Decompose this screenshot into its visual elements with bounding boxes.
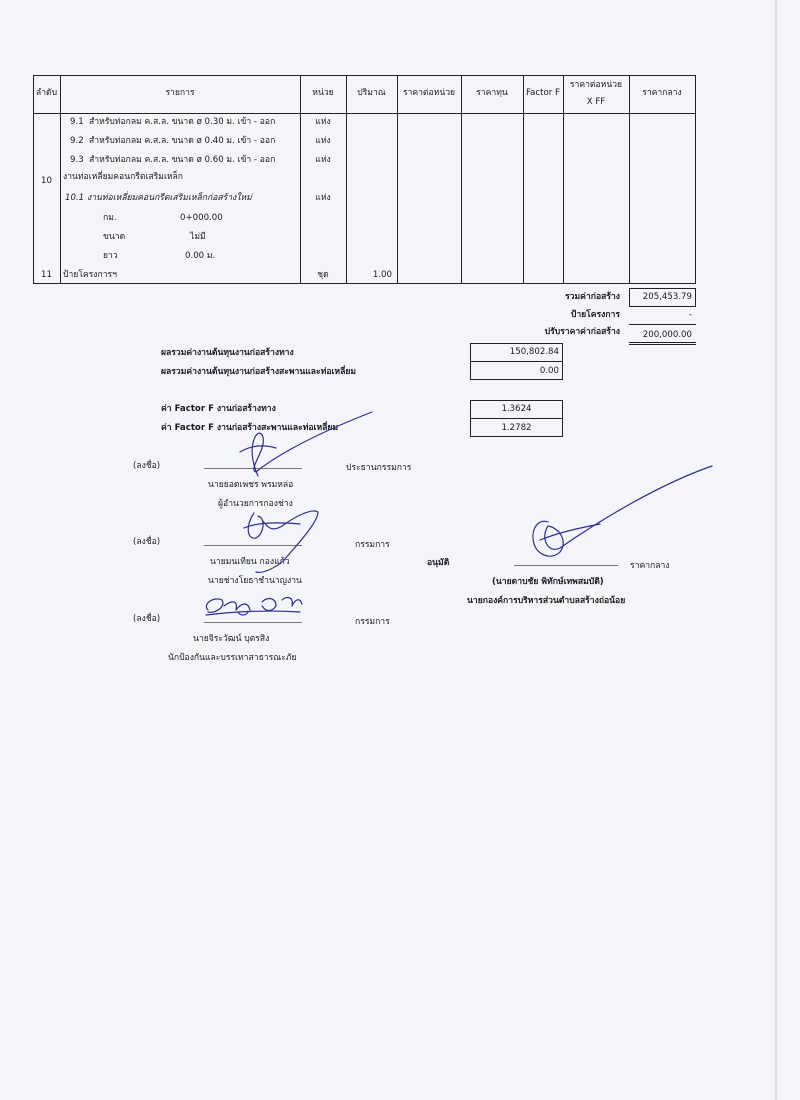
row-item: งานท่อเหลี่ยมคอนกรีตเสริมเหล็ก [63, 172, 184, 182]
total-label: รวมค่าก่อสร้าง [565, 292, 620, 302]
detail-label: ขนาด [103, 232, 126, 242]
member2-signature [206, 598, 302, 615]
row-item: สำหรับท่อกลม ค.ส.ล. ขนาด ø 0.30 ม. เข้า - ออก [89, 117, 276, 127]
header-seq: ลำดับ [35, 88, 58, 98]
road-factor-label: ค่า Factor F งานก่อสร้างทาง [161, 404, 276, 414]
detail-value: ไม่มี [190, 232, 206, 242]
detail-value: 0+000.00 [180, 213, 223, 223]
header-unit-price-ff: ราคาต่อหน่วย [569, 80, 623, 90]
sign-prefix: (ลงชื่อ) [133, 461, 161, 471]
member1-name: นายมนเทียน กองแก้ว [210, 557, 290, 567]
adjusted-label: ปรับราคาค่าก่อสร้าง [544, 327, 620, 337]
member2-name: นายจิระวัฒน์ บุตรสิง [193, 634, 270, 644]
detail-label: กม. [103, 213, 117, 223]
row-number: 10.1 [65, 193, 85, 203]
row-number: 9.3 [70, 155, 84, 165]
detail-value: 0.00 ม. [185, 251, 216, 261]
row-number: 9.2 [70, 136, 84, 146]
header-cost: ราคาทุน [476, 88, 508, 98]
approve-role: ราคากลาง [630, 561, 670, 571]
member1-signature [248, 511, 318, 572]
row-seq: 11 [41, 270, 52, 280]
bridge-factor-value: 1.2782 [501, 423, 532, 433]
header-qty: ปริมาณ [357, 88, 386, 98]
row-unit: แห่ง [315, 117, 331, 127]
approver-signature [533, 466, 712, 556]
bridge-factor-label: ค่า Factor F งานก่อสร้างสะพานและท่อเหลี่ยม [161, 423, 339, 433]
approver-position: นายกองค์การบริหารส่วนตำบลสร้างถ่อน้อย [467, 596, 626, 606]
sign-label: ป้ายโครงการ [570, 310, 620, 320]
row-item: ป้ายโครงการฯ [63, 270, 117, 280]
member1-position: นายช่างโยธาชำนาญงาน [208, 576, 302, 586]
row-qty: 1.00 [372, 270, 392, 280]
bridge-cost-label: ผลรวมค่างานต้นทุนงานก่อสร้างสะพานและท่อเหลี่ยม [161, 367, 357, 377]
road-factor-value: 1.3624 [501, 404, 532, 414]
total-value: 205,453.79 [642, 292, 692, 302]
road-cost-label: ผลรวมค่างานต้นทุนงานก่อสร้างทาง [161, 348, 294, 358]
sign-prefix: (ลงชื่อ) [133, 537, 161, 547]
row-item: สำหรับท่อกลม ค.ส.ล. ขนาด ø 0.40 ม. เข้า - ออก [89, 136, 276, 146]
approver-name: (นายดาบชัย พิทักษ์เทพสมบัติ) [492, 577, 604, 587]
adjusted-value: 200,000.00 [642, 330, 692, 340]
row-unit: แห่ง [315, 193, 331, 203]
chair-name: นายยอดเพชร พรมหล่อ [208, 480, 294, 490]
detail-label: ยาว [103, 251, 118, 261]
member2-role: กรรมการ [355, 617, 390, 627]
chair-signature [252, 412, 372, 476]
road-cost-value: 150,802.84 [509, 347, 559, 357]
row-seq: 10 [41, 176, 52, 186]
row-item: งานท่อเหลี่ยมคอนกรีตเสริมเหล็กก่อสร้างใหม่ [87, 193, 252, 203]
row-number: 9.1 [70, 117, 84, 127]
sign-value: - [688, 310, 692, 320]
member2-position: นักป้องกันและบรรเทาสาธารณะภัย [168, 653, 297, 663]
header-unit-price-ff-x: X FF [586, 97, 606, 107]
header-unit: หน่วย [312, 88, 334, 98]
row-unit: ชุด [317, 270, 329, 280]
row-unit: แห่ง [315, 155, 331, 165]
chair-role: ประธานกรรมการ [346, 463, 412, 473]
member1-role: กรรมการ [355, 540, 390, 550]
chair-position: ผู้อำนวยการกองช่าง [218, 499, 293, 509]
sign-prefix: (ลงชื่อ) [133, 614, 161, 624]
header-item: รายการ [165, 88, 195, 98]
approve-label: อนุมัติ [427, 558, 450, 568]
header-unit-price: ราคาต่อหน่วย [402, 88, 456, 98]
bridge-cost-value: 0.00 [539, 366, 559, 376]
row-item: สำหรับท่อกลม ค.ส.ล. ขนาด ø 0.60 ม. เข้า - ออก [89, 155, 276, 165]
header-factor: Factor F [526, 88, 560, 98]
row-unit: แห่ง [315, 136, 331, 146]
header-median: ราคากลาง [642, 88, 682, 98]
